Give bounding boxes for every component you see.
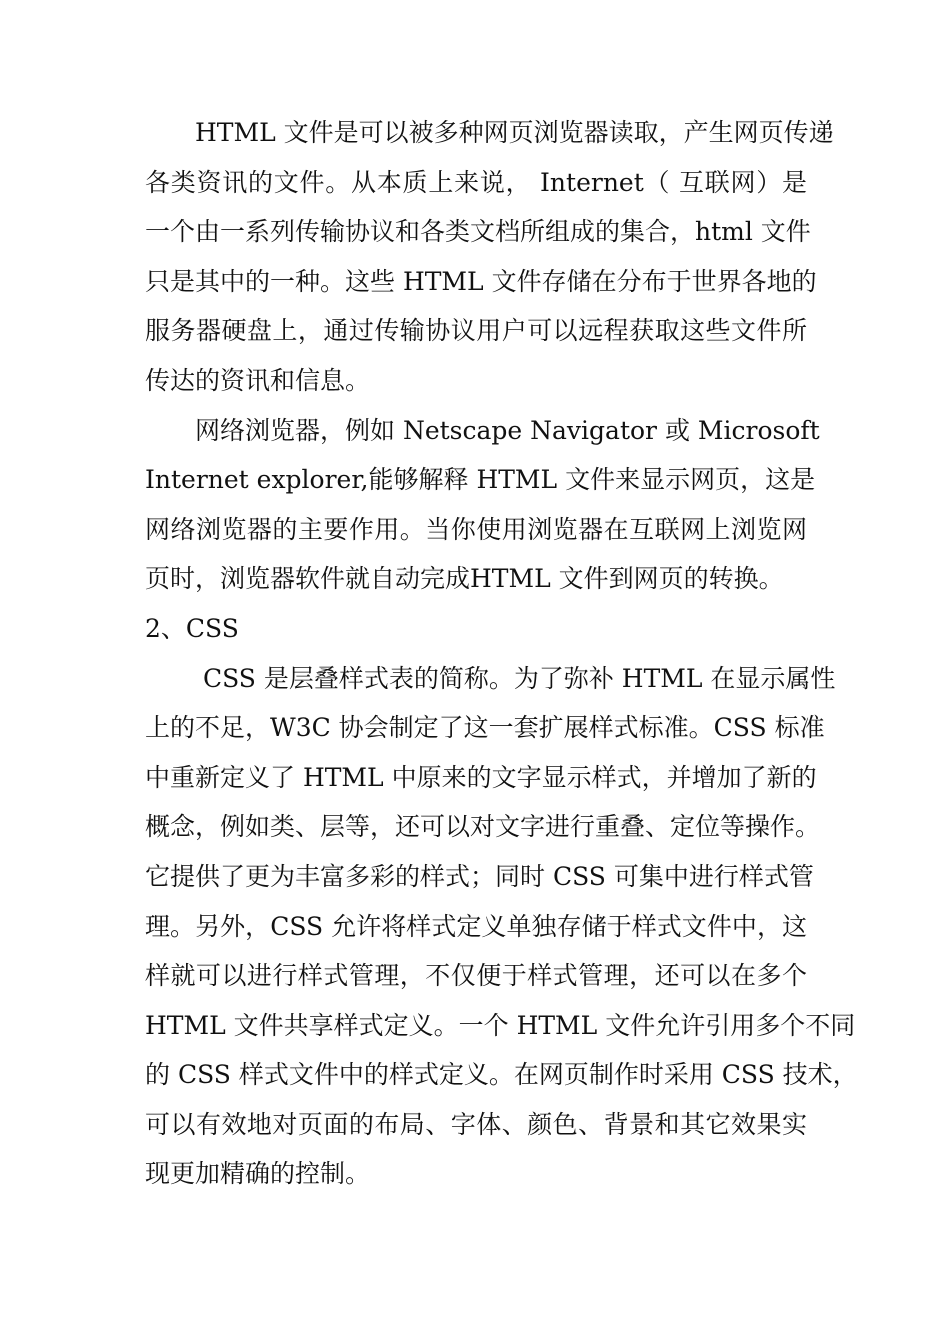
- paragraph-line: 的 CSS 样式文件中的样式定义。在网页制作时采用 CSS 技术，: [145, 1060, 858, 1090]
- paragraph-line: HTML 文件共享样式定义。一个 HTML 文件允许引用多个不同: [145, 1010, 856, 1040]
- paragraph-line: 网络浏览器的主要作用。当你使用浏览器在互联网上浏览网: [145, 514, 807, 544]
- paragraph-line: 一个由一系列传输协议和各类文档所组成的集合，html 文件: [145, 217, 811, 247]
- paragraph-web-browsers: [145, 406, 820, 604]
- section-heading-css: 2、CSS: [145, 613, 239, 643]
- paragraph-line: 理。另外，CSS 允许将样式定义单独存储于样式文件中，这: [145, 911, 807, 941]
- paragraph-line: Internet explorer,能够解释 HTML 文件来显示网页，这是: [145, 465, 816, 495]
- paragraph-line: 传达的资讯和信息。: [145, 365, 371, 395]
- paragraph-line: 网络浏览器，例如 Netscape Navigator 或 Microsoft: [145, 415, 820, 445]
- paragraph-line: 上的不足，W3C 协会制定了这一套扩展样式标准。CSS 标准: [145, 713, 825, 743]
- paragraph-line: 页时，浏览器软件就自动完成HTML 文件到网页的转换。: [145, 564, 784, 594]
- document-body: [145, 108, 858, 1199]
- paragraph-css: [145, 654, 858, 1200]
- paragraph-line: 各类资讯的文件。从本质上来说， Internet（ 互联网）是: [145, 167, 807, 197]
- paragraph-line: 服务器硬盘上，通过传输协议用户可以远程获取这些文件所: [145, 316, 807, 346]
- paragraph-line: CSS 是层叠样式表的简称。为了弥补 HTML 在显示属性: [145, 663, 836, 693]
- paragraph-line: 只是其中的一种。这些 HTML 文件存储在分布于世界各地的: [145, 266, 817, 296]
- paragraph-line: 样就可以进行样式管理，不仅便于样式管理，还可以在多个: [145, 961, 807, 991]
- paragraph-line: 中重新定义了 HTML 中原来的文字显示样式，并增加了新的: [145, 762, 817, 792]
- paragraph-line: HTML 文件是可以被多种网页浏览器读取，产生网页传递: [145, 118, 834, 147]
- paragraph-line: 现更加精确的控制。: [145, 1159, 371, 1189]
- paragraph-line: 它提供了更为丰富多彩的样式；同时 CSS 可集中进行样式管: [145, 861, 814, 891]
- paragraph-line: 可以有效地对页面的布局、字体、颜色、背景和其它效果实: [145, 1109, 807, 1139]
- paragraph-html-files: [145, 108, 834, 406]
- paragraph-line: 概念，例如类、层等，还可以对文字进行重叠、定位等操作。: [145, 812, 821, 842]
